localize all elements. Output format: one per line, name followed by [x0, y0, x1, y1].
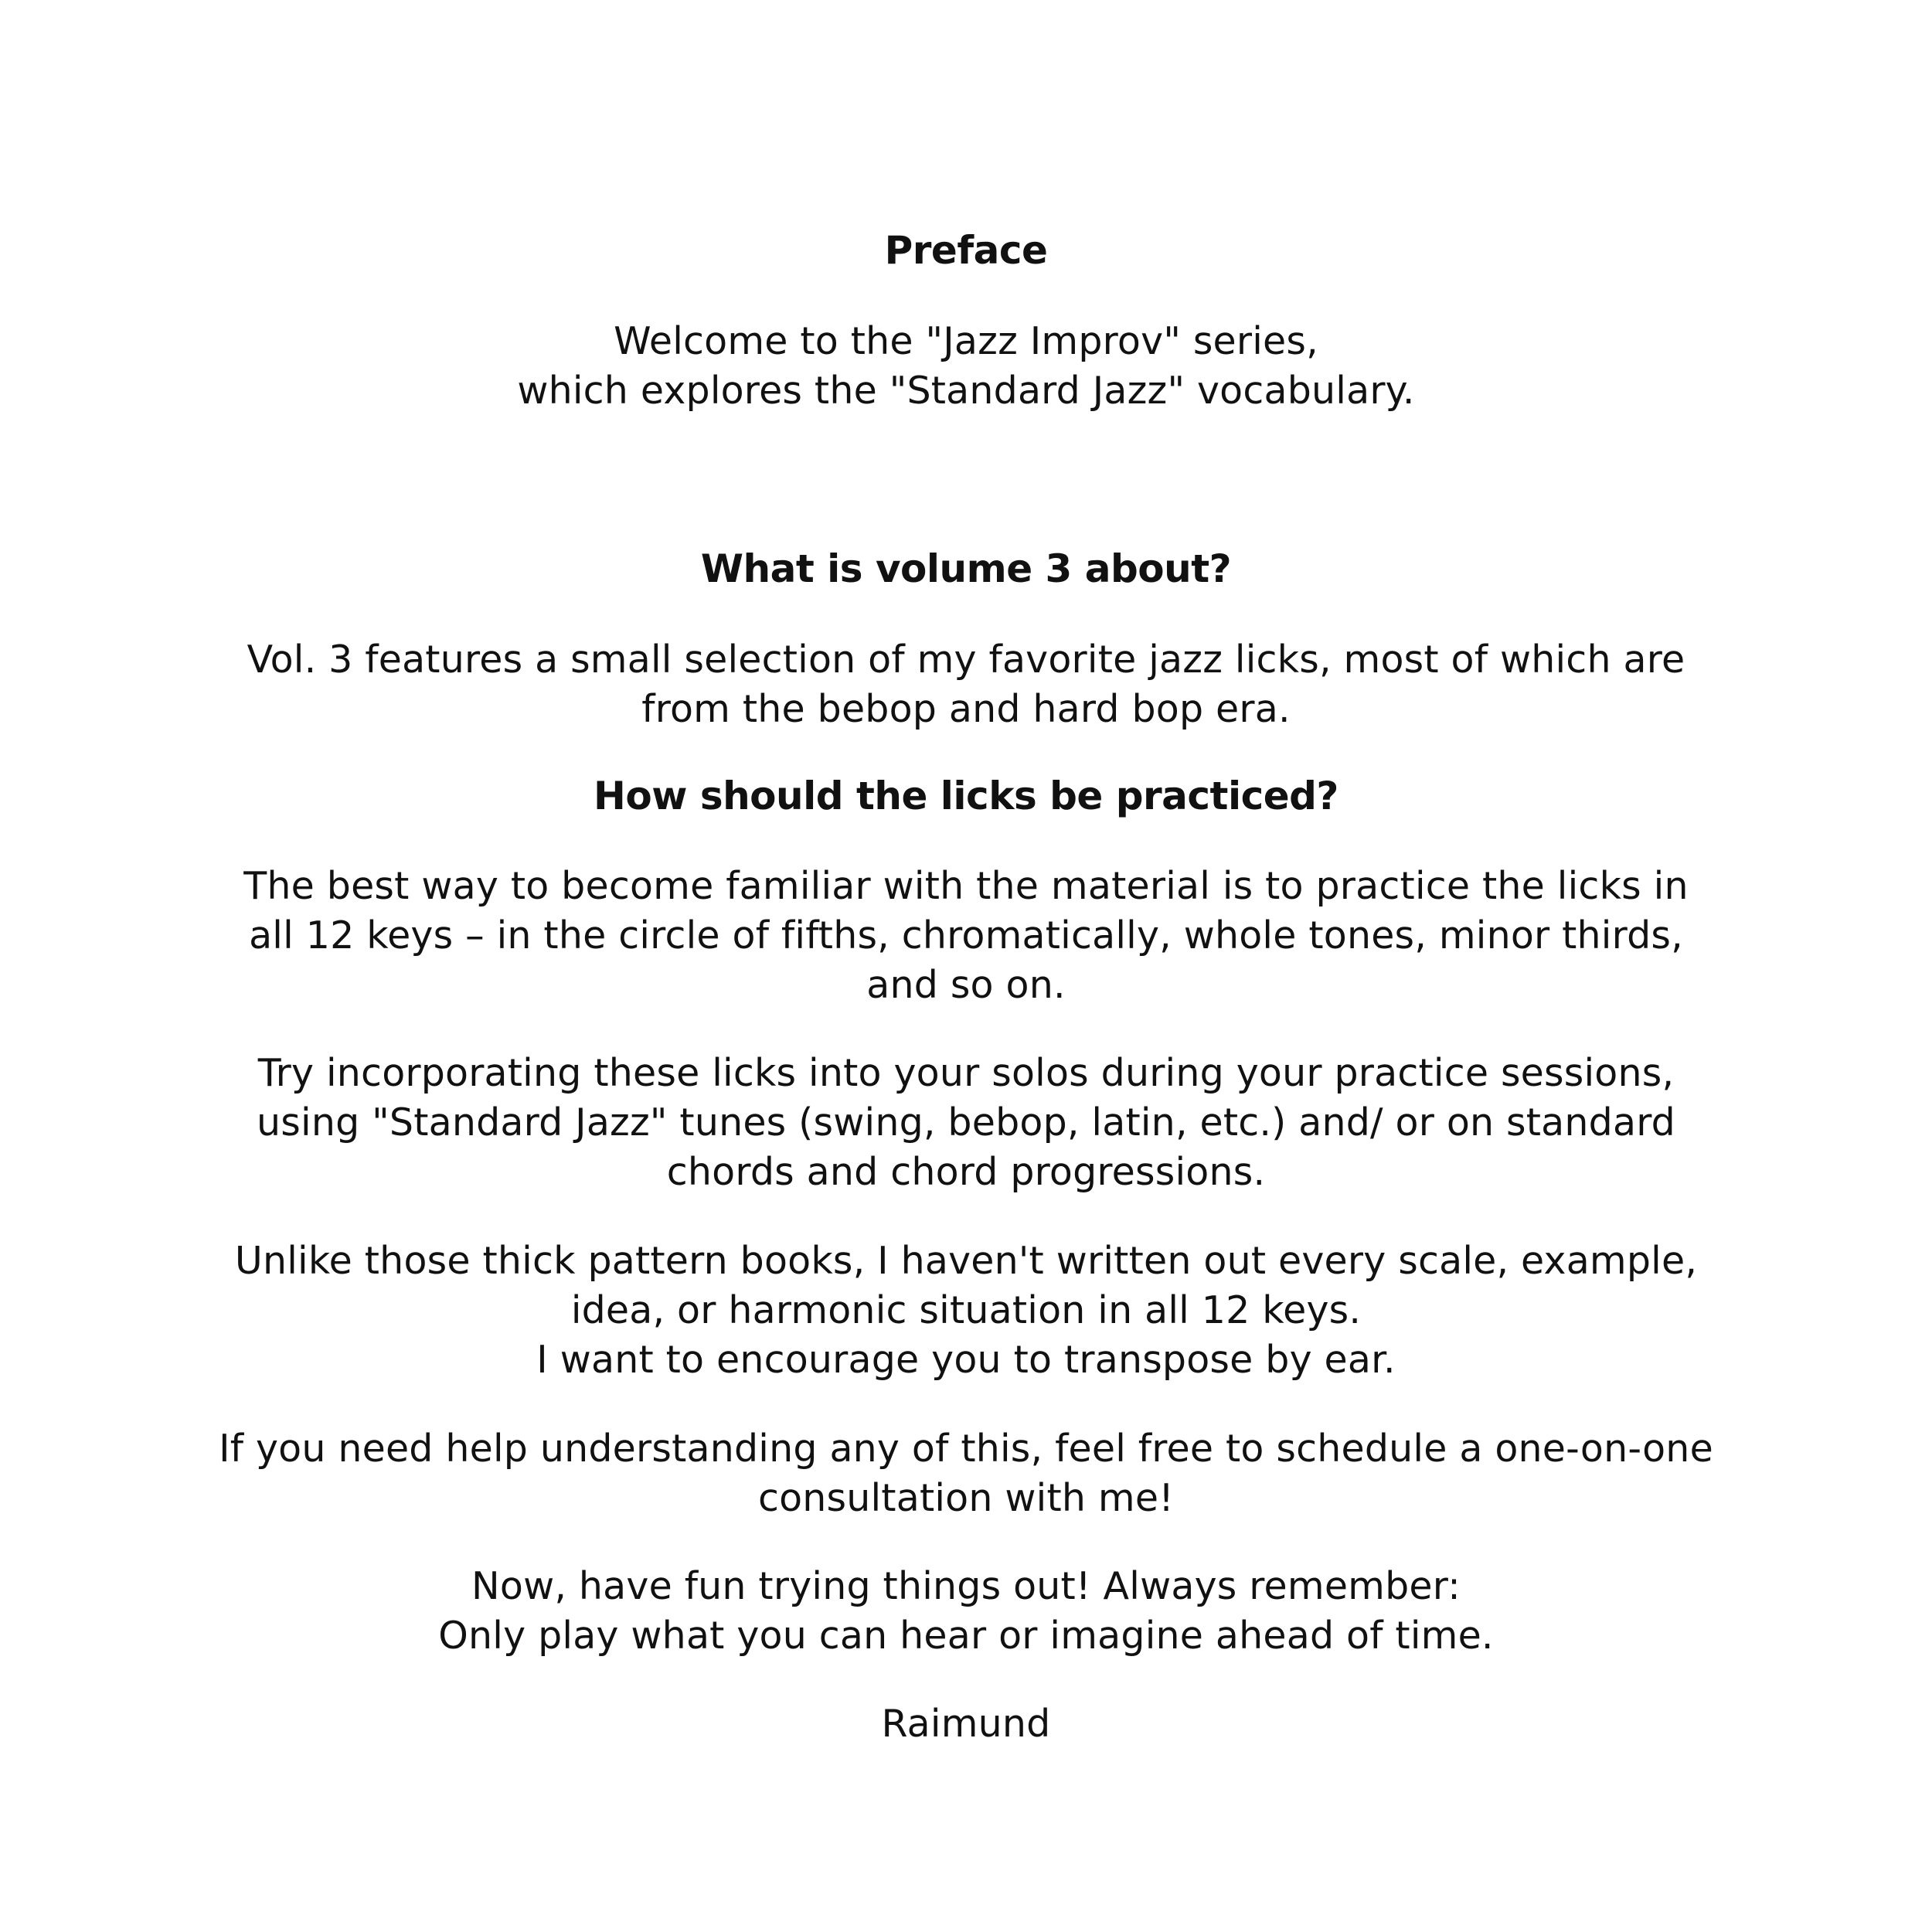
practice-p3-line-1: Unlike those thick pattern books, I haven't written out every scale, example, [234, 1239, 1698, 1283]
practice-p1-line-3: and so on. [866, 963, 1066, 1007]
practice-p3-line-2: idea, or harmonic situation in all 12 keys. [570, 1288, 1362, 1332]
practice-p2-line-1: Try incorporating these licks into your solos during your practice sessions, [257, 1051, 1675, 1095]
practice-p1-line-2: all 12 keys – in the circle of fifths, chromatically, whole tones, minor thirds, [249, 913, 1683, 957]
page-title: Preface [884, 228, 1048, 273]
practice-p5-line-1: Now, have fun trying things out! Always remember: [471, 1564, 1461, 1608]
practice-p5-line-2: Only play what you can hear or imagine ahead of time. [438, 1614, 1494, 1658]
practice-p4-line-2: consultation with me! [757, 1476, 1175, 1520]
practice-p1-line-1: The best way to become familiar with the material is to practice the licks in [243, 864, 1689, 908]
practice-p3-line-3: I want to encourage you to transpose by ear. [536, 1338, 1396, 1382]
intro-line-2: which explores the "Standard Jazz" vocabulary. [517, 369, 1415, 413]
practice-p2-line-2: using "Standard Jazz" tunes (swing, bebop, latin, etc.) and/ or on standard [257, 1100, 1675, 1145]
volume-line-2: from the bebop and hard bop era. [641, 687, 1291, 731]
practice-p2-line-3: chords and chord progressions. [666, 1150, 1266, 1194]
signature: Raimund [881, 1702, 1051, 1746]
section-heading-volume: What is volume 3 about? [700, 546, 1232, 591]
section-heading-practice: How should the licks be practiced? [594, 774, 1338, 818]
volume-line-1: Vol. 3 features a small selection of my favorite jazz licks, most of which are [247, 638, 1685, 682]
intro-line-1: Welcome to the "Jazz Improv" series, [614, 319, 1318, 363]
practice-p4-line-1: If you need help understanding any of this, feel free to schedule a one-on-one [219, 1427, 1713, 1471]
